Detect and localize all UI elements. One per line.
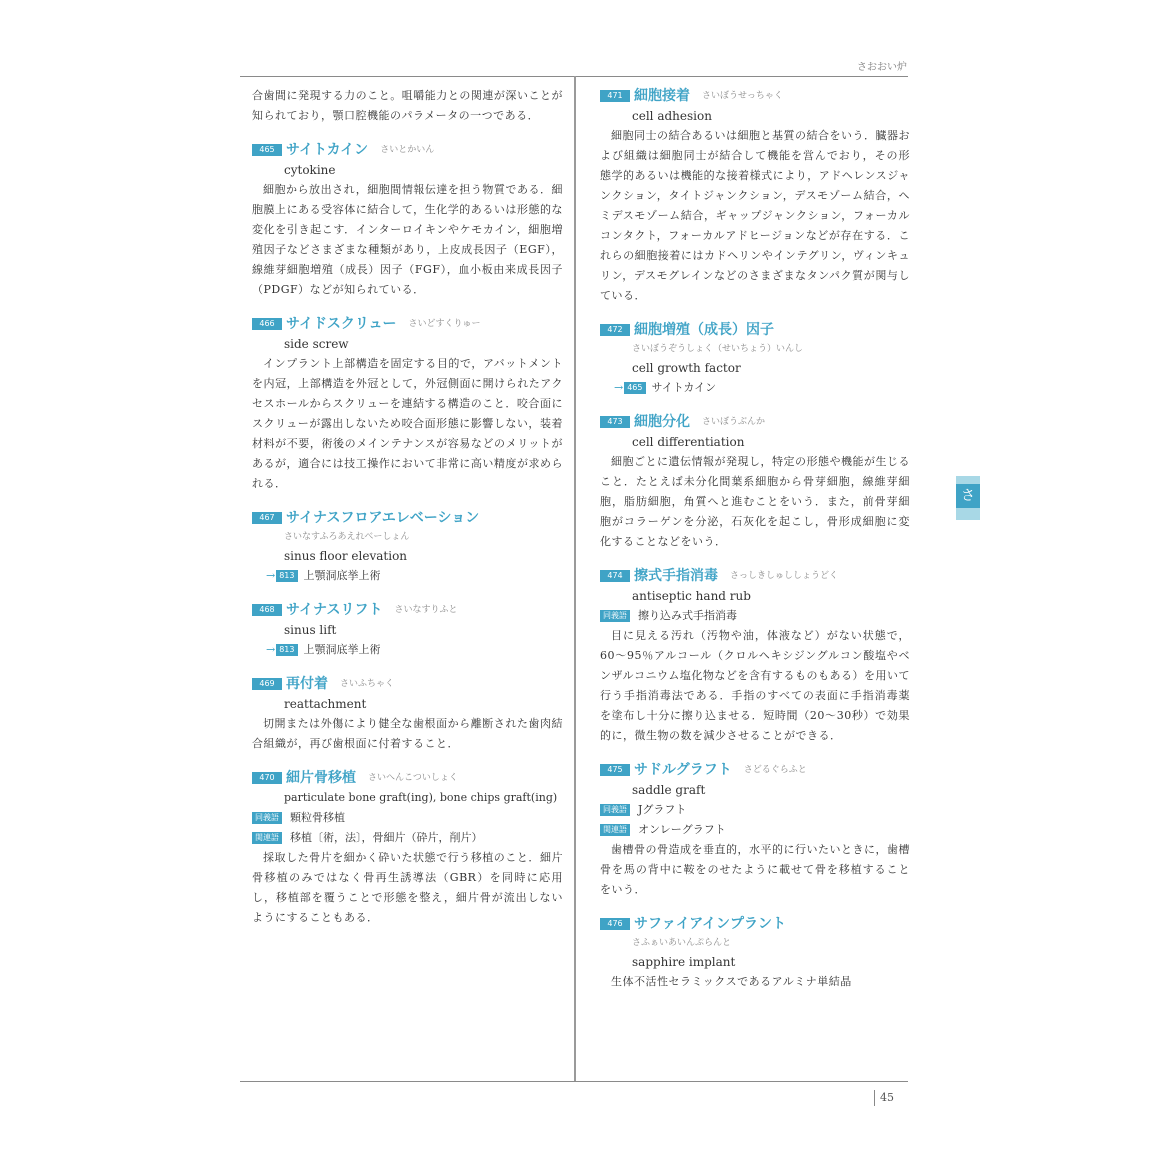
entry-english: cell differentiation (632, 435, 745, 449)
cross-reference-link[interactable] (252, 566, 563, 586)
entry-english: sinus lift (284, 623, 337, 637)
entry-head (600, 914, 910, 934)
entry-term: サイナスフロアエレベーション (286, 510, 480, 526)
cross-reference-link[interactable] (252, 640, 563, 660)
dictionary-entry (600, 412, 910, 552)
related-term-text: 移植〔術，法〕，骨細片（砕片，削片） (290, 831, 483, 844)
entry-head (600, 412, 910, 432)
dictionary-entry (252, 600, 563, 660)
entry-term: 細胞接着 (634, 88, 690, 104)
thumb-index-tab[interactable] (956, 476, 980, 520)
entry-reading: さいふちゃく (340, 679, 395, 689)
entry-term: 再付着 (286, 676, 328, 692)
entry-reading: さっしきしゅししょうどく (730, 571, 839, 581)
entry-number-badge: 476 (600, 918, 630, 930)
column-divider (574, 76, 576, 1082)
entry-english: antiseptic hand rub (632, 589, 751, 603)
entry-body: 細胞から放出され，細胞間情報伝達を担う物質である．細胞膜上にある受容体に結合して，生化学的あるいは形態的な変化を引き起こす．インターロイキンやケモカイン，細胞増殖因子などさまざまな種類があり，上皮成長因子（EGF），線維芽細胞増殖（成長）因子（FGF），血小板由来成長因子（PDGF）などが知られている． (252, 183, 563, 296)
synonym-badge: 同義語 (600, 804, 630, 816)
entry-term: 細胞増殖（成長）因子 (634, 322, 774, 338)
bottom-rule (240, 1081, 908, 1082)
entry-number-badge: 475 (600, 764, 630, 776)
entry-reading: さいなすりふと (394, 605, 458, 615)
dictionary-entry (600, 86, 910, 306)
entry-reading: さいぼうせっちゃく (702, 91, 783, 101)
reference-number-badge: 465 (624, 382, 645, 394)
related-term-text: オンレーグラフト (638, 823, 726, 836)
entry-head (252, 508, 563, 528)
entry-head (252, 314, 563, 334)
entry-term: 擦式手指消毒 (634, 568, 718, 584)
arrow-right-icon: → (614, 381, 624, 394)
entry-body: 細胞同士の結合あるいは細胞と基質の結合をいう．臓器および組織は細胞同士が結合して機能を営んでおり，その形態学的あるいは機能的な接着様式により，アドヘレンスジャンクション，タイトジャンクション，デスモゾーム結合，ヘミデスモゾーム結合，ギャップジャンクション，フォーカルコンタクト，フォーカルアドヒージョンなどが存在する．これらの細胞接着にはカドヘリンやインテグリン，ヴィンキュリン，デスモグレインなどのさまざまなタンパク質が関与している． (600, 129, 910, 302)
entry-body: 歯槽骨の骨造成を垂直的，水平的に行いたいときに，歯槽骨を馬の背中に鞍をのせたように載せて骨を移植することをいう． (600, 843, 910, 896)
entry-number-badge: 472 (600, 324, 630, 336)
entry-body: 切開または外傷により健全な歯根面から離断された歯肉結合組織が，再び歯根面に付着すること． (252, 717, 563, 750)
dictionary-entry (252, 140, 563, 300)
synonym-text: Jグラフト (638, 803, 687, 816)
entry-reading: さどるぐらふと (743, 765, 807, 775)
related-term-badge: 関連語 (600, 824, 630, 836)
entry-number-badge: 467 (252, 512, 282, 524)
entry-reading: さいとかいん (380, 145, 435, 155)
entry-term: サイドスクリュー (286, 316, 397, 332)
entry-number-badge: 471 (600, 90, 630, 102)
synonym-line (252, 808, 563, 828)
dictionary-entry (600, 320, 910, 398)
entry-term: サファイアインプラント (634, 916, 787, 932)
reference-term: サイトカイン (651, 381, 717, 394)
entry-reading: さいぼうぞうしょく（せいちょう）いんし (632, 344, 804, 354)
page-number: 45 (874, 1090, 894, 1106)
synonym-text: 擦り込み式手指消毒 (638, 609, 737, 622)
entry-reading: さいなすふろあえれべーしょん (284, 532, 410, 542)
entry-english: cytokine (284, 163, 336, 177)
reference-number-badge: 813 (276, 570, 297, 582)
entry-body: インプラント上部構造を固定する目的で，アバットメントを内冠，上部構造を外冠として，外冠側面に開けられたアクセスホールからスクリューを連結する構造のこと．咬合面にスクリューが露出しないため咬合面形態に影響しない，装着材料が不要，術後のメインテナンスが容易などのメリットがあるが，適合には技工操作において非常に高い精度が求められる． (252, 357, 563, 490)
entry-head (600, 566, 910, 586)
entry-number-badge: 468 (252, 604, 282, 616)
dictionary-entry (252, 674, 563, 754)
entry-head (252, 768, 563, 788)
entry-body: 目に見える汚れ（汚物や油，体液など）がない状態で，60～95％アルコール（クロルヘキシジングルコン酸塩やベンザルコニウム塩化物などを含有するものもある）を用いて行う手指消毒法である．手指のすべての表面に手指消毒薬を塗布し十分に擦り込ませる．短時間（20～30秒）で効果的に，微生物の数を減少させることができる． (600, 629, 910, 742)
left-column (252, 86, 563, 942)
entry-reading: さいへんこついしょく (368, 773, 458, 783)
entry-reading: さいぼうぶんか (702, 417, 766, 427)
arrow-right-icon: → (266, 643, 276, 656)
entry-term: サイナスリフト (286, 602, 383, 618)
continuation-text (252, 86, 563, 126)
synonym-text: 顆粒骨移植 (290, 811, 345, 824)
dictionary-entry (600, 914, 910, 992)
arrow-right-icon: → (266, 569, 276, 582)
entry-number-badge: 466 (252, 318, 282, 330)
dictionary-entry (600, 566, 910, 746)
entry-reading: さいどすくりゅー (408, 319, 481, 329)
right-column (600, 86, 910, 1006)
entry-head (252, 674, 563, 694)
entry-english: reattachment (284, 697, 367, 711)
entry-head (252, 600, 563, 620)
synonym-line (600, 606, 910, 626)
reference-term: 上顎洞底挙上術 (303, 569, 381, 582)
dictionary-entry (252, 508, 563, 586)
related-term-badge: 関連語 (252, 832, 282, 844)
entry-english: particulate bone graft(ing), bone chips graft(ing) (284, 791, 558, 804)
entry-number-badge: 473 (600, 416, 630, 428)
entry-head (600, 760, 910, 780)
entry-english: cell growth factor (632, 361, 741, 375)
synonym-line (600, 800, 910, 820)
thumb-index-label: さ (956, 484, 980, 508)
reference-number-badge: 813 (276, 644, 297, 656)
dictionary-entry (252, 314, 563, 494)
entry-number-badge: 465 (252, 144, 282, 156)
reference-term: 上顎洞底挙上術 (303, 643, 381, 656)
related-term-line (600, 820, 910, 840)
entry-number-badge: 474 (600, 570, 630, 582)
entry-english: cell adhesion (632, 109, 712, 123)
entry-term: サイトカイン (286, 142, 369, 158)
entry-english: sinus floor elevation (284, 549, 408, 563)
entry-body: 採取した骨片を細かく砕いた状態で行う移植のこと．細片骨移植のみではなく骨再生誘導法（GBR）を同時に応用し，移植部を覆うことで形態を整え，細片骨が流出しないようにすることもある． (252, 851, 563, 924)
synonym-badge: 同義語 (252, 812, 282, 824)
entry-head (600, 86, 910, 106)
related-term-line (252, 828, 563, 848)
entry-body: 生体不活性セラミックスであるアルミナ単結晶 (611, 975, 852, 988)
continuation-body: 合歯間に発現する力のこと。咀嚼能力との関連が深いことが知られており，顎口腔機能のパラメータの一つである． (252, 89, 563, 122)
entry-body: 細胞ごとに遺伝情報が発現し，特定の形態や機能が生じること．たとえば未分化間葉系細胞から骨芽細胞，線維芽細胞，脂肪細胞，角質へと進むことをいう．また，前骨芽細胞がコラーゲンを分泌，石灰化を起こし，骨形成細胞に変化することなどをいう． (600, 455, 910, 548)
entry-english: saddle graft (632, 783, 706, 797)
entry-number-badge: 470 (252, 772, 282, 784)
synonym-badge: 同義語 (600, 610, 630, 622)
entry-reading: さふぁいあいんぷらんと (632, 938, 732, 948)
running-header: さおおい炉 (857, 62, 907, 73)
dictionary-entry (252, 768, 563, 928)
entry-term: 細片骨移植 (286, 770, 356, 786)
entry-english: sapphire implant (632, 955, 736, 969)
dictionary-entry (600, 760, 910, 900)
entry-head (600, 320, 910, 340)
entry-term: 細胞分化 (634, 414, 690, 430)
entry-number-badge: 469 (252, 678, 282, 690)
cross-reference-link[interactable] (600, 378, 910, 398)
entry-english: side screw (284, 337, 349, 351)
entry-head (252, 140, 563, 160)
entry-term: サドルグラフト (634, 762, 732, 778)
